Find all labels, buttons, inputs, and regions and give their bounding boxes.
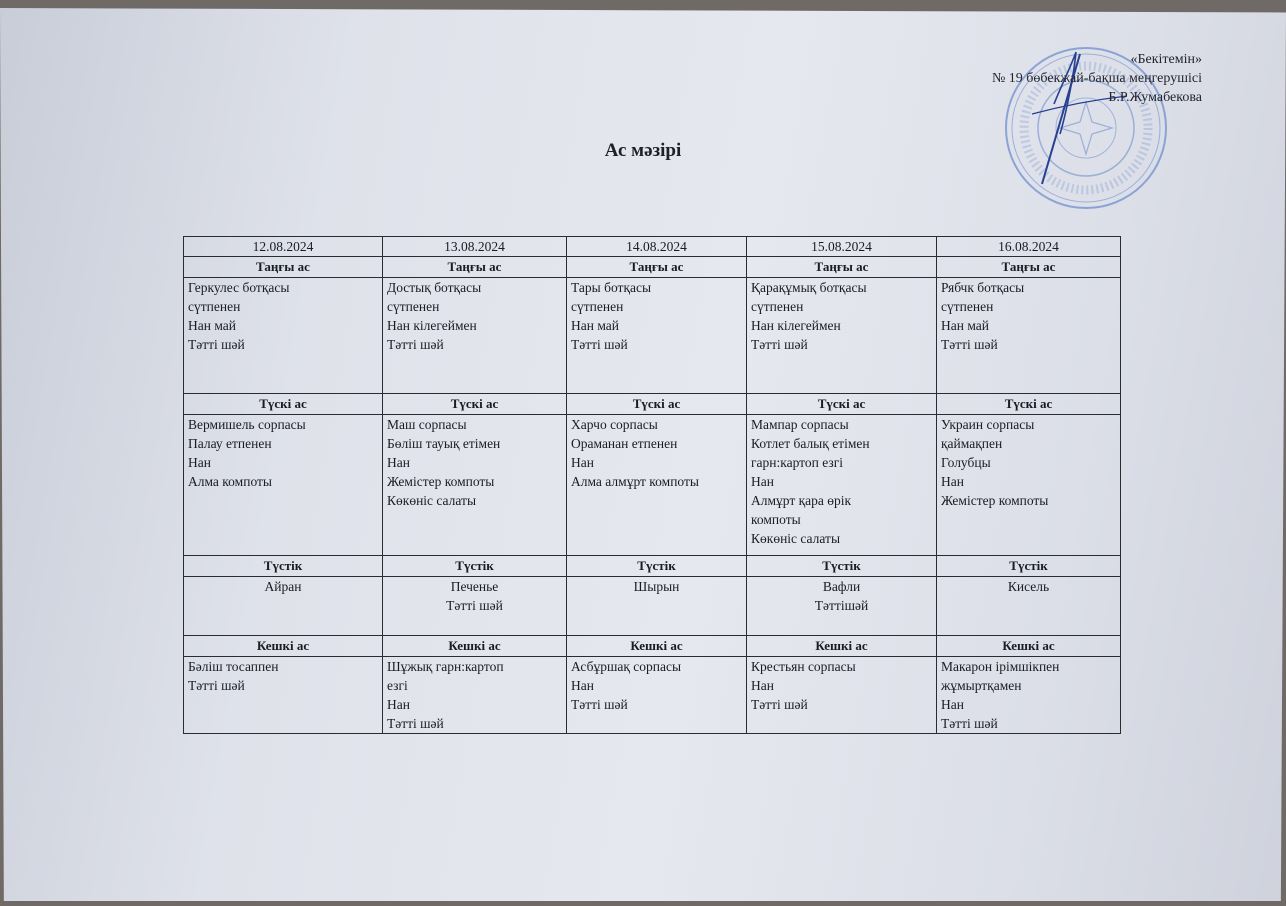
approval-position: № 19 бөбекжай-бақша меңгерушісі (991, 71, 1202, 86)
snack-label-row (184, 556, 1121, 577)
dish-line: Харчо сорпасы (571, 417, 658, 432)
meal-label-dinner: Кешкі ас (747, 636, 937, 657)
dish-line: Нан (387, 455, 410, 470)
dish-line: Нан (188, 455, 211, 470)
menu-cell (567, 577, 747, 636)
dish-line: компоты (751, 512, 801, 527)
dish-line: Нан (387, 697, 410, 712)
date-header: 15.08.2024 (747, 237, 937, 257)
meal-label-breakfast: Таңғы ас (383, 257, 567, 278)
dish-line: гарн:картоп езгі (751, 455, 844, 470)
menu-cell (937, 415, 1121, 556)
menu-cell (383, 657, 567, 734)
dish-line: Нан (751, 678, 774, 693)
menu-cell (567, 278, 747, 394)
dish-line: Көкөніс салаты (751, 531, 841, 546)
dish-line: Алма алмұрт компоты (571, 474, 699, 489)
dish-line: Крестьян сорпасы (751, 659, 856, 674)
menu-cell (567, 657, 747, 734)
dish-line: Бөліш тауық етімен (387, 436, 501, 451)
dish-line: Бәліш тосаппен (188, 659, 279, 674)
menu-cell (747, 278, 937, 394)
dish-line: Тәтті шәй (941, 337, 998, 352)
dish-line: Тәтті шәй (571, 337, 628, 352)
dish-line: Алма компоты (188, 474, 272, 489)
dish-line: Маш сорпасы (387, 417, 467, 432)
dish-line: қаймақпен (941, 436, 1003, 451)
dish-line: Асбұршақ сорпасы (571, 659, 682, 674)
dish-line: Вафли (822, 579, 861, 594)
menu-cell (747, 577, 937, 636)
dish-line: Шұжық гарн:картоп (387, 659, 504, 674)
meal-label-snack: Түстік (937, 556, 1121, 577)
dish-line: Тәтті шәй (446, 598, 503, 613)
dish-line: Достық ботқасы (387, 280, 482, 295)
approval-signatory: Б.Р.Жумабекова (1108, 90, 1202, 105)
date-header: 12.08.2024 (184, 237, 383, 257)
breakfast-row (184, 278, 1121, 394)
meal-label-breakfast: Таңғы ас (567, 257, 747, 278)
menu-cell (184, 415, 383, 556)
dish-line: Тәтті шәй (571, 697, 628, 712)
dish-line: сүтпенен (188, 299, 241, 314)
dish-line: сүтпенен (571, 299, 624, 314)
date-header: 16.08.2024 (937, 237, 1121, 257)
dish-line: Нан кілегеймен (387, 318, 477, 333)
dish-line: Тәттішәй (814, 598, 869, 613)
dish-line: Нан май (571, 318, 620, 333)
meal-label-snack: Түстік (184, 556, 383, 577)
meal-label-lunch: Түскі ас (747, 394, 937, 415)
meal-label-snack: Түстік (383, 556, 567, 577)
dish-line: Нан (571, 455, 594, 470)
dish-line: Тәтті шәй (188, 678, 245, 693)
dish-line: Жемістер компоты (387, 474, 495, 489)
dish-line: Тәтті шәй (751, 337, 808, 352)
dish-line: Голубцы (941, 455, 991, 470)
dish-line: Вермишель сорпасы (188, 417, 306, 432)
dish-line: Жемістер компоты (941, 493, 1049, 508)
dish-line: Тәтті шәй (387, 716, 444, 731)
dish-line: Тары ботқасы (571, 280, 652, 295)
dish-line: Тәтті шәй (188, 337, 245, 352)
dish-line: Тәтті шәй (941, 716, 998, 731)
meal-label-lunch: Түскі ас (567, 394, 747, 415)
dish-line: Нан кілегеймен (751, 318, 841, 333)
lunch-label-row (184, 394, 1121, 415)
meal-label-lunch: Түскі ас (184, 394, 383, 415)
menu-cell (383, 415, 567, 556)
dinner-row (184, 657, 1121, 734)
dish-line: Нан (941, 697, 964, 712)
snack-row (184, 577, 1121, 636)
menu-cell (567, 415, 747, 556)
dish-line: сүтпенен (387, 299, 440, 314)
dish-line: езгі (387, 678, 408, 693)
date-header: 14.08.2024 (567, 237, 747, 257)
dish-line: Котлет балық етімен (751, 436, 870, 451)
approval-block (992, 50, 1202, 107)
dish-line: Айран (264, 579, 302, 594)
dish-line: Көкөніс салаты (387, 493, 477, 508)
dish-line: Тәтті шәй (387, 337, 444, 352)
dish-line: Рябчк ботқасы (941, 280, 1025, 295)
date-header-row (184, 237, 1121, 257)
menu-cell (184, 577, 383, 636)
dinner-label-row (184, 636, 1121, 657)
dish-line: сүтпенен (751, 299, 804, 314)
menu-cell (184, 657, 383, 734)
meal-label-dinner: Кешкі ас (937, 636, 1121, 657)
meal-label-lunch: Түскі ас (937, 394, 1121, 415)
date-header: 13.08.2024 (383, 237, 567, 257)
page-title: Ас мәзірі (604, 140, 682, 161)
dish-line: Нан май (941, 318, 990, 333)
meal-label-lunch: Түскі ас (383, 394, 567, 415)
dish-line: Украин сорпасы (941, 417, 1035, 432)
lunch-row (184, 415, 1121, 556)
dish-line: Печенье (450, 579, 499, 594)
dish-line: Нан (751, 474, 774, 489)
dish-line: Нан (571, 678, 594, 693)
approval-heading: «Бекітемін» (1130, 52, 1202, 67)
dish-line: Қарақұмық ботқасы (751, 280, 867, 295)
dish-line: Макарон ірімшікпен (941, 659, 1060, 674)
menu-cell (747, 657, 937, 734)
dish-line: Ораманан етпенен (571, 436, 678, 451)
dish-line: жұмыртқамен (941, 678, 1022, 693)
dish-line: Геркулес ботқасы (188, 280, 290, 295)
meal-label-snack: Түстік (747, 556, 937, 577)
meal-label-dinner: Кешкі ас (383, 636, 567, 657)
menu-cell (383, 577, 567, 636)
meal-label-dinner: Кешкі ас (567, 636, 747, 657)
menu-cell (184, 278, 383, 394)
dish-line: сүтпенен (941, 299, 994, 314)
dish-line: Нан май (188, 318, 237, 333)
menu-cell (747, 415, 937, 556)
menu-cell (383, 278, 567, 394)
meal-label-breakfast: Таңғы ас (184, 257, 383, 278)
dish-line: Палау етпенен (188, 436, 272, 451)
dish-line: Кисель (1007, 579, 1050, 594)
meal-label-breakfast: Таңғы ас (747, 257, 937, 278)
menu-cell (937, 577, 1121, 636)
dish-line: Алмұрт қара өрік (751, 493, 852, 508)
menu-table (183, 236, 1121, 734)
dish-line: Нан (941, 474, 964, 489)
meal-label-dinner: Кешкі ас (184, 636, 383, 657)
breakfast-label-row (184, 257, 1121, 278)
dish-line: Тәтті шәй (751, 697, 808, 712)
meal-label-breakfast: Таңғы ас (937, 257, 1121, 278)
dish-line: Мампар сорпасы (751, 417, 849, 432)
dish-line: Шырын (633, 579, 680, 594)
menu-cell (937, 278, 1121, 394)
menu-cell (937, 657, 1121, 734)
meal-label-snack: Түстік (567, 556, 747, 577)
